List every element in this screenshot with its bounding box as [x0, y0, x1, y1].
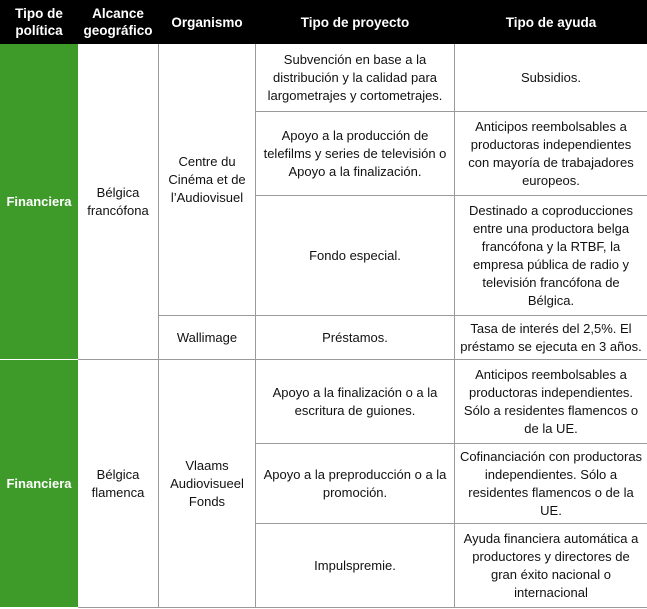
- project-cell: Impulspremie.: [256, 524, 455, 608]
- project-cell: Apoyo a la preproducción o a la promoción.: [256, 444, 455, 524]
- table-row: [1, 44, 647, 112]
- aid-cell: Destinado a coproducciones entre una productora belga francófona y la RTBF, la empresa pública de radio y televisión francófona de Bélgica.: [455, 196, 647, 316]
- policy-type-cell: Financiera: [1, 360, 78, 608]
- header-tipo-proyecto: Tipo de proyecto: [256, 1, 455, 44]
- policy-type-cell: Financiera: [1, 44, 78, 360]
- aid-cell: Subsidios.: [455, 44, 647, 112]
- project-cell: Subvención en base a la distribución y la calidad para largometrajes y cortometrajes.: [256, 44, 455, 112]
- header-tipo-politica: Tipo de política: [1, 1, 78, 44]
- header-row: [1, 1, 647, 44]
- project-cell: Apoyo a la finalización o a la escritura de guiones.: [256, 360, 455, 444]
- aid-cell: Cofinanciación con productoras independientes. Sólo a residentes flamencos o de la UE.: [455, 444, 647, 524]
- aid-cell: Anticipos reembolsables a productoras independientes. Sólo a residentes flamencos o de la UE.: [455, 360, 647, 444]
- organism-cell: Centre du Cinéma et de l’Audiovisuel: [159, 44, 256, 316]
- header-alcance: Alcance geográfico: [78, 1, 159, 44]
- organism-cell: Wallimage: [159, 316, 256, 360]
- header-tipo-ayuda: Tipo de ayuda: [455, 1, 647, 44]
- project-cell: Préstamos.: [256, 316, 455, 360]
- project-cell: Fondo especial.: [256, 196, 455, 316]
- aid-cell: Anticipos reembolsables a productoras independientes con mayoría de trabajadores europeos.: [455, 112, 647, 196]
- scope-cell: Bélgica francófona: [78, 44, 159, 360]
- aid-cell: Ayuda financiera automática a productores y directores de gran éxito nacional o internacional: [455, 524, 647, 608]
- organism-cell: Vlaams Audiovisueel Fonds: [159, 360, 256, 608]
- scope-cell: Bélgica flamenca: [78, 360, 159, 608]
- aid-cell: Tasa de interés del 2,5%. El préstamo se ejecuta en 3 años.: [455, 316, 647, 360]
- project-cell: Apoyo a la producción de telefilms y series de televisión o Apoyo a la finalización.: [256, 112, 455, 196]
- table-row: [1, 360, 647, 444]
- header-organismo: Organismo: [159, 1, 256, 44]
